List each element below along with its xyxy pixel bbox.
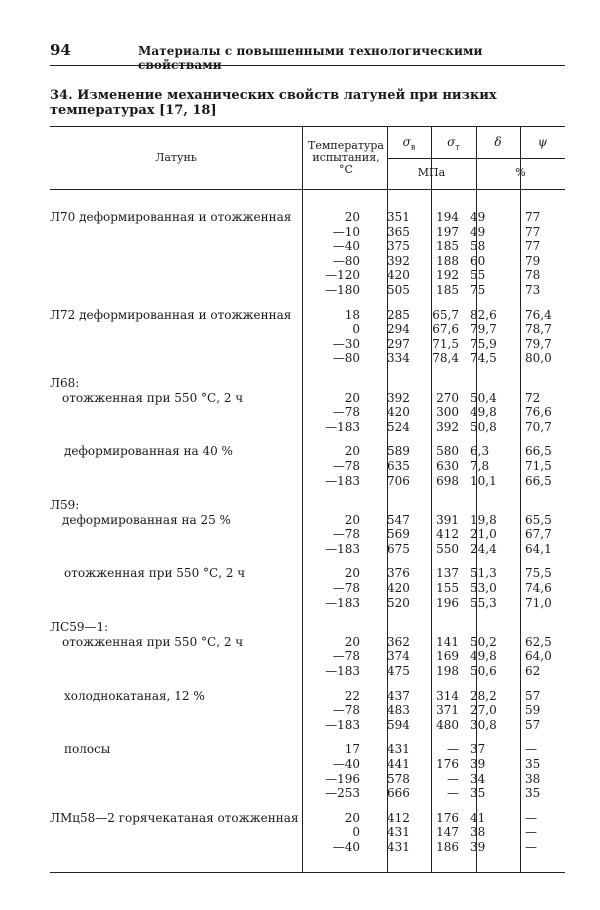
delta-cell: 50,4 <box>470 390 497 405</box>
group-title-row <box>50 620 565 635</box>
table-row <box>50 718 565 733</box>
psi-cell: 77 <box>525 224 541 239</box>
table-row <box>50 210 565 225</box>
temperature-cell: 17 <box>344 742 360 757</box>
sigma-t-cell: — <box>447 742 459 757</box>
psi-cell: 65,5 <box>525 512 552 527</box>
psi-cell: 74,6 <box>525 581 552 596</box>
header-alloy: Латунь <box>155 151 197 164</box>
delta-cell: 75 <box>470 282 486 297</box>
sigma-t-cell: 176 <box>436 810 459 825</box>
psi-cell: 66,5 <box>525 444 552 459</box>
sigma-t-cell: 78,4 <box>432 351 459 366</box>
table-row <box>50 664 565 679</box>
sigma-b-cell: 706 <box>387 473 410 488</box>
psi-cell: 64,0 <box>525 649 552 664</box>
delta-cell: 55 <box>470 268 486 283</box>
sigma-b-cell: 412 <box>387 810 410 825</box>
delta-cell: 60 <box>470 253 486 268</box>
table-row <box>50 351 565 366</box>
group-title-row <box>50 498 565 513</box>
temperature-cell: —183 <box>325 595 360 610</box>
table-row <box>50 542 565 557</box>
alloy-group <box>50 811 565 855</box>
psi-cell: 59 <box>525 703 541 718</box>
alloy-group <box>50 498 565 556</box>
sigma-b-cell: 294 <box>387 322 410 337</box>
psi-cell: 80,0 <box>525 351 552 366</box>
temperature-cell: —30 <box>332 336 360 351</box>
alloy-group <box>50 689 565 733</box>
alloy-condition: отожженная при 550 °С, 2 ч <box>64 566 246 581</box>
table-row <box>50 420 565 435</box>
table-bottom-rule <box>50 872 565 873</box>
delta-cell: 55,3 <box>470 595 497 610</box>
temperature-cell: —78 <box>332 649 360 664</box>
table-row <box>50 581 565 596</box>
sigma-b-cell: 285 <box>387 307 410 322</box>
sigma-b-cell: 483 <box>387 703 410 718</box>
psi-cell: 57 <box>525 688 541 703</box>
temperature-cell: —78 <box>332 527 360 542</box>
sigma-b-cell: 376 <box>387 566 410 581</box>
psi-cell: — <box>525 810 537 825</box>
delta-cell: 82,6 <box>470 307 497 322</box>
delta-cell: 28,2 <box>470 688 497 703</box>
delta-cell: 35 <box>470 786 486 801</box>
temperature-cell: 18 <box>344 307 360 322</box>
temperature-cell: —183 <box>325 541 360 556</box>
delta-cell: 6,3 <box>470 444 490 459</box>
temperature-cell: 20 <box>344 210 360 224</box>
sigma-b-cell: 374 <box>387 649 410 664</box>
sigma-t-cell: 480 <box>436 717 459 732</box>
alloy-group <box>50 210 565 298</box>
sigma-b-cell: 578 <box>387 771 410 786</box>
sigma-t-cell: 630 <box>436 458 459 473</box>
delta-cell: 58 <box>470 239 486 254</box>
temperature-cell: —78 <box>332 581 360 596</box>
sigma-b-cell: 420 <box>387 581 410 596</box>
temperature-cell: —78 <box>332 703 360 718</box>
sigma-t-cell: 270 <box>436 390 459 405</box>
alloy-condition: холоднокатаная, 12 % <box>64 688 205 703</box>
alloy-condition: ЛМц58—2 горячекатаная отожженная <box>50 810 299 825</box>
sigma-b-cell: 392 <box>387 253 410 268</box>
sigma-t-cell: 698 <box>436 473 459 488</box>
alloy-condition: отожженная при 550 °С, 2 ч <box>62 634 244 649</box>
delta-cell: 24,4 <box>470 541 497 556</box>
sigma-t-cell: 391 <box>436 512 459 527</box>
header-temperature: Температура испытания, °С <box>307 139 384 176</box>
table-row <box>50 513 565 528</box>
table-row <box>50 225 565 240</box>
delta-cell: 50,2 <box>470 634 497 649</box>
psi-cell: — <box>525 839 537 854</box>
table-row <box>50 283 565 298</box>
sigma-b-cell: 362 <box>387 634 410 649</box>
sigma-t-cell: 141 <box>436 634 459 649</box>
sigma-t-cell: 550 <box>436 541 459 556</box>
properties-table <box>50 126 565 876</box>
temperature-cell: —40 <box>332 239 360 254</box>
sigma-b-cell: 431 <box>387 825 410 840</box>
sigma-t-cell: 188 <box>436 253 459 268</box>
temperature-cell: —40 <box>332 757 360 771</box>
psi-cell: 77 <box>525 239 541 254</box>
sigma-b-cell: 666 <box>387 786 410 801</box>
page-number: 94 <box>50 41 71 59</box>
table-row <box>50 703 565 718</box>
header-unit-percent: % <box>515 166 526 179</box>
temperature-cell: —120 <box>325 268 360 283</box>
delta-cell: 79,7 <box>470 322 497 337</box>
sigma-t-cell: 300 <box>436 405 459 420</box>
alloy-group <box>50 620 565 678</box>
table-row <box>50 786 565 801</box>
delta-cell: 51,3 <box>470 566 497 581</box>
sigma-t-cell: 71,5 <box>432 336 459 351</box>
header-psi: ψ <box>537 135 548 149</box>
sigma-b-cell: 675 <box>387 541 410 556</box>
table-top-rule <box>50 126 565 127</box>
delta-cell: 50,8 <box>470 419 497 434</box>
sigma-t-cell: 185 <box>436 239 459 254</box>
sigma-b-cell: 441 <box>387 757 410 771</box>
temperature-cell: —80 <box>332 351 360 366</box>
sigma-b-cell: 420 <box>387 405 410 420</box>
running-title: Материалы с повышенными технологическими свойствами <box>138 44 483 72</box>
temperature-cell: 20 <box>344 512 360 527</box>
temperature-cell: —183 <box>325 473 360 488</box>
psi-cell: 79 <box>525 253 541 268</box>
header-unit-mpa: МПа <box>417 166 446 179</box>
table-row <box>50 337 565 352</box>
alloy-group <box>50 742 565 800</box>
psi-cell: 78 <box>525 268 541 283</box>
sigma-b-cell: 297 <box>387 336 410 351</box>
psi-cell: 79,7 <box>525 336 552 351</box>
psi-cell: 75,5 <box>525 566 552 581</box>
table-row <box>50 322 565 337</box>
table-row <box>50 649 565 664</box>
sigma-b-cell: 594 <box>387 717 410 732</box>
sigma-t-cell: 192 <box>436 268 459 283</box>
table-header-rule <box>50 189 565 190</box>
temperature-cell: —196 <box>325 771 360 786</box>
group-title-row <box>50 376 565 391</box>
psi-cell: — <box>525 825 537 840</box>
sigma-b-cell: 547 <box>387 512 410 527</box>
delta-cell: 19,8 <box>470 512 497 527</box>
alloy-condition: деформированная на 40 % <box>64 444 233 459</box>
table-row <box>50 239 565 254</box>
temperature-cell: 20 <box>344 566 360 581</box>
psi-cell: — <box>525 742 537 757</box>
psi-cell: 35 <box>525 786 541 801</box>
sigma-b-cell: 520 <box>387 595 410 610</box>
delta-cell: 49 <box>470 224 486 239</box>
psi-cell: 38 <box>525 771 541 786</box>
sigma-b-cell: 505 <box>387 282 410 297</box>
header-sigma-b: $\sigma_в$ <box>402 135 416 152</box>
alloy-condition: деформированная на 25 % <box>62 512 231 527</box>
header-delta: δ <box>494 135 502 149</box>
sigma-b-cell: 375 <box>387 239 410 254</box>
temperature-cell: 0 <box>352 322 360 337</box>
temperature-cell: —253 <box>325 786 360 801</box>
delta-cell: 49 <box>470 210 486 224</box>
delta-cell: 74,5 <box>470 351 497 366</box>
table-row <box>50 527 565 542</box>
sigma-t-cell: 176 <box>436 757 459 771</box>
delta-cell: 39 <box>470 757 486 771</box>
sigma-t-cell: — <box>447 786 459 801</box>
header-rule <box>50 65 565 66</box>
delta-cell: 50,6 <box>470 664 497 679</box>
sigma-t-cell: 580 <box>436 444 459 459</box>
alloy-condition: Л72 деформированная и отожженная <box>50 307 292 322</box>
temperature-cell: 0 <box>352 825 360 840</box>
psi-cell: 76,4 <box>525 307 552 322</box>
temperature-cell: —40 <box>332 839 360 854</box>
table-row <box>50 811 565 826</box>
alloy-group <box>50 444 565 488</box>
table-row <box>50 474 565 489</box>
temperature-cell: 20 <box>344 810 360 825</box>
sigma-b-cell: 437 <box>387 688 410 703</box>
psi-cell: 76,6 <box>525 405 552 420</box>
sigma-t-cell: 147 <box>436 825 459 840</box>
temperature-cell: 22 <box>344 688 360 703</box>
temperature-cell: —78 <box>332 458 360 473</box>
sigma-t-cell: 65,7 <box>432 307 459 322</box>
alloy-condition: отожженная при 550 °С, 2 ч <box>62 390 244 405</box>
table-row <box>50 405 565 420</box>
sigma-b-cell: 392 <box>387 390 410 405</box>
sigma-b-cell: 365 <box>387 224 410 239</box>
psi-cell: 64,1 <box>525 541 552 556</box>
alloy-group <box>50 566 565 610</box>
delta-cell: 49,8 <box>470 649 497 664</box>
sigma-b-cell: 524 <box>387 419 410 434</box>
temperature-cell: —80 <box>332 253 360 268</box>
table-row <box>50 689 565 704</box>
sigma-t-cell: 196 <box>436 595 459 610</box>
alloy-group <box>50 308 565 366</box>
psi-cell: 62 <box>525 664 541 679</box>
sigma-t-cell: — <box>447 771 459 786</box>
delta-cell: 10,1 <box>470 473 497 488</box>
psi-cell: 62,5 <box>525 634 552 649</box>
sigma-t-cell: 371 <box>436 703 459 718</box>
delta-cell: 53,0 <box>470 581 497 596</box>
table-row <box>50 268 565 283</box>
alloy-grade: ЛС59—1: <box>50 620 109 635</box>
sigma-t-cell: 412 <box>436 527 459 542</box>
delta-cell: 39 <box>470 839 486 854</box>
psi-cell: 57 <box>525 717 541 732</box>
psi-cell: 77 <box>525 210 541 224</box>
sigma-b-cell: 475 <box>387 664 410 679</box>
delta-cell: 21,0 <box>470 527 497 542</box>
delta-cell: 30,8 <box>470 717 497 732</box>
table-body <box>50 210 565 855</box>
sigma-t-cell: 169 <box>436 649 459 664</box>
alloy-group <box>50 376 565 434</box>
header-sigma-t: $\sigma_т$ <box>447 135 460 152</box>
table-row <box>50 444 565 459</box>
sigma-b-cell: 589 <box>387 444 410 459</box>
sigma-b-cell: 431 <box>387 742 410 757</box>
sigma-b-cell: 569 <box>387 527 410 542</box>
table-caption: 34. Изменение механических свойств латуней при низких температурах [17, 18] <box>50 88 497 118</box>
sigma-t-cell: 197 <box>436 224 459 239</box>
sigma-t-cell: 137 <box>436 566 459 581</box>
table-row <box>50 308 565 323</box>
sigma-b-cell: 351 <box>387 210 410 224</box>
table-row <box>50 825 565 840</box>
temperature-cell: —183 <box>325 717 360 732</box>
table-row <box>50 742 565 757</box>
delta-cell: 7,8 <box>470 458 490 473</box>
sigma-b-cell: 431 <box>387 839 410 854</box>
sigma-t-cell: 185 <box>436 282 459 297</box>
temperature-cell: —180 <box>325 282 360 297</box>
table-row <box>50 596 565 611</box>
delta-cell: 49,8 <box>470 405 497 420</box>
table-row <box>50 566 565 581</box>
psi-cell: 35 <box>525 757 541 771</box>
psi-cell: 73 <box>525 282 541 297</box>
table-row <box>50 757 565 772</box>
psi-cell: 71,0 <box>525 595 552 610</box>
temperature-cell: —183 <box>325 664 360 679</box>
psi-cell: 72 <box>525 390 541 405</box>
sigma-b-cell: 334 <box>387 351 410 366</box>
psi-cell: 66,5 <box>525 473 552 488</box>
table-row <box>50 254 565 269</box>
sigma-t-cell: 198 <box>436 664 459 679</box>
alloy-condition: Л70 деформированная и отожженная <box>50 210 292 224</box>
sigma-t-cell: 194 <box>436 210 459 224</box>
sigma-b-cell: 635 <box>387 458 410 473</box>
alloy-condition: полосы <box>64 742 111 757</box>
temperature-cell: —183 <box>325 419 360 434</box>
table-row <box>50 459 565 474</box>
psi-cell: 70,7 <box>525 419 552 434</box>
delta-cell: 27,0 <box>470 703 497 718</box>
sigma-t-cell: 392 <box>436 419 459 434</box>
sigma-t-cell: 186 <box>436 839 459 854</box>
delta-cell: 37 <box>470 742 486 757</box>
sigma-t-cell: 155 <box>436 581 459 596</box>
table-row <box>50 840 565 855</box>
table-row <box>50 772 565 787</box>
alloy-grade: Л59: <box>50 498 80 513</box>
delta-cell: 41 <box>470 810 486 825</box>
psi-cell: 67,7 <box>525 527 552 542</box>
table-row <box>50 635 565 650</box>
delta-cell: 34 <box>470 771 486 786</box>
delta-cell: 75,9 <box>470 336 497 351</box>
alloy-grade: Л68: <box>50 375 80 390</box>
psi-cell: 78,7 <box>525 322 552 337</box>
temperature-cell: —10 <box>332 224 360 239</box>
psi-cell: 71,5 <box>525 458 552 473</box>
sigma-b-cell: 420 <box>387 268 410 283</box>
temperature-cell: 20 <box>344 390 360 405</box>
table-row <box>50 391 565 406</box>
sigma-t-cell: 314 <box>436 688 459 703</box>
temperature-cell: 20 <box>344 634 360 649</box>
temperature-cell: 20 <box>344 444 360 459</box>
temperature-cell: —78 <box>332 405 360 420</box>
sigma-t-cell: 67,6 <box>432 322 459 337</box>
delta-cell: 38 <box>470 825 486 840</box>
